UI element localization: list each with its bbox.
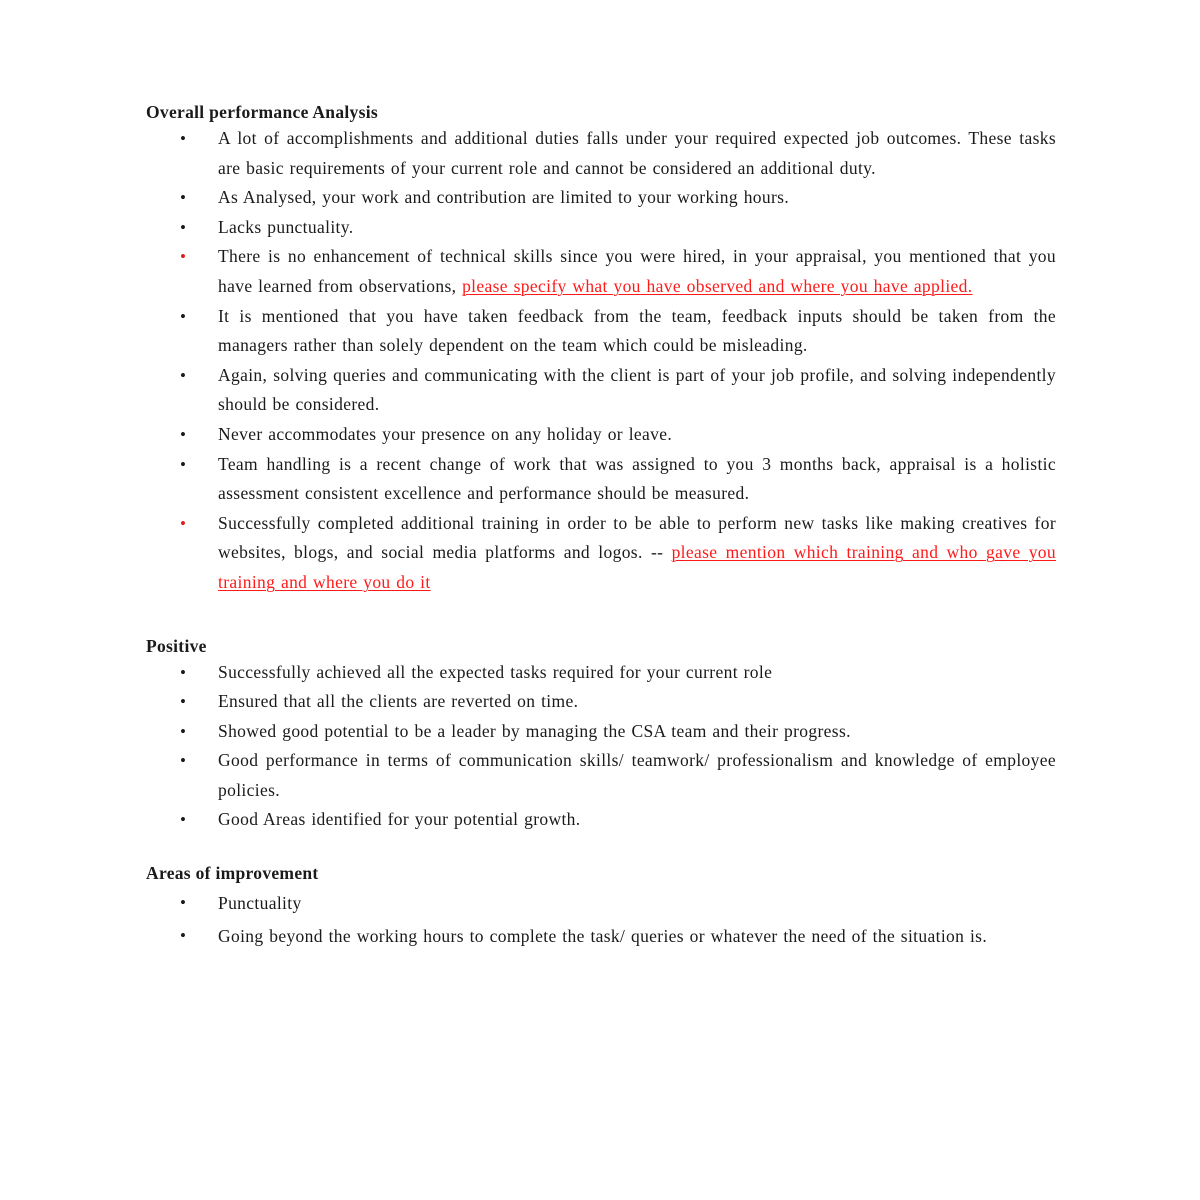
section-overall-performance: [146, 100, 1056, 598]
bullet-icon: •: [180, 306, 187, 326]
section-heading: Positive: [146, 635, 207, 656]
list-item: [146, 183, 1056, 213]
bullet-list: [146, 124, 1056, 598]
item-text: Showed good potential to be a leader by managing the CSA team and their progress.: [218, 720, 851, 741]
section-areas-of-improvement: [146, 861, 1056, 946]
list-item: [146, 302, 1056, 361]
list-item: [146, 746, 1056, 805]
list-item: [146, 509, 1056, 598]
list-item: [146, 450, 1056, 509]
bullet-icon: •: [180, 129, 187, 148]
list-item: [146, 420, 1056, 450]
bullet-icon: •: [180, 692, 187, 712]
bullet-icon: •: [180, 810, 187, 830]
bullet-list: [146, 893, 1056, 946]
item-text: Lacks punctuality.: [218, 216, 354, 237]
item-text: Successfully completed additional training in order to be able to perform new tasks like making creatives for websites, blogs, and social media platforms and logos. --: [218, 512, 1056, 563]
bullet-icon: •: [180, 424, 187, 444]
item-text: Again, solving queries and communicating with the client is part of your job profile, and solving independently should be considered.: [218, 364, 1056, 415]
bullet-icon: •: [180, 721, 187, 741]
list-item: [146, 687, 1056, 717]
bullet-icon: •: [180, 454, 187, 474]
section-positive: [146, 634, 1056, 836]
item-text: Good Areas identified for your potential growth.: [218, 809, 581, 830]
bullet-icon: •: [180, 217, 187, 237]
reviewer-comment: please mention which training and who gave you training and where you do it: [218, 542, 1056, 592]
item-text: There is no enhancement of technical skills since you were hired, in your appraisal, you mentioned that you have learned from observations,: [218, 246, 1056, 296]
item-text: Ensured that all the clients are reverted on time.: [218, 691, 579, 712]
section-heading: Areas of improvement: [146, 863, 319, 884]
item-text: Punctuality: [218, 893, 302, 914]
item-text: Going beyond the working hours to complete the task/ queries or whatever the need of the situation is.: [218, 926, 988, 947]
item-text: A lot of accomplishments and additional duties falls under your required expected job outcomes. These tasks are basic requirements of your current role and cannot be considered an additional duty.: [218, 128, 1056, 178]
item-text: As Analysed, your work and contribution are limited to your working hours.: [218, 187, 790, 208]
bullet-icon: •: [180, 926, 187, 946]
item-text: It is mentioned that you have taken feedback from the team, feedback inputs should be taken from the managers rather than solely dependent on the team which could be misleading.: [218, 305, 1056, 356]
bullet-icon: •: [180, 751, 187, 771]
list-item: [146, 361, 1056, 420]
list-item: [146, 242, 1056, 301]
bullet-list: [146, 658, 1056, 836]
list-item: [146, 893, 1056, 913]
bullet-icon: •: [180, 365, 187, 385]
item-text: Team handling is a recent change of work that was assigned to you 3 months back, appraisal is a holistic assessment consistent excellence and performance should be measured.: [218, 453, 1056, 504]
document-page: [146, 100, 1056, 946]
list-item: [146, 658, 1056, 688]
bullet-icon: •: [180, 893, 187, 913]
section-heading: Overall performance Analysis: [146, 102, 378, 122]
bullet-icon: •: [180, 513, 187, 533]
bullet-icon: •: [180, 188, 187, 208]
bullet-icon: •: [180, 247, 187, 267]
list-item: [146, 805, 1056, 835]
list-item: [146, 213, 1056, 243]
list-item: [146, 926, 1056, 946]
list-item: [146, 717, 1056, 747]
list-item: [146, 124, 1056, 183]
item-text: Never accommodates your presence on any holiday or leave.: [218, 423, 673, 444]
reviewer-comment: please specify what you have observed and where you have applied.: [462, 275, 973, 296]
bullet-icon: •: [180, 662, 187, 682]
item-text: Good performance in terms of communication skills/ teamwork/ professionalism and knowledge of employee policies.: [218, 750, 1056, 800]
item-text: Successfully achieved all the expected tasks required for your current role: [218, 661, 773, 682]
